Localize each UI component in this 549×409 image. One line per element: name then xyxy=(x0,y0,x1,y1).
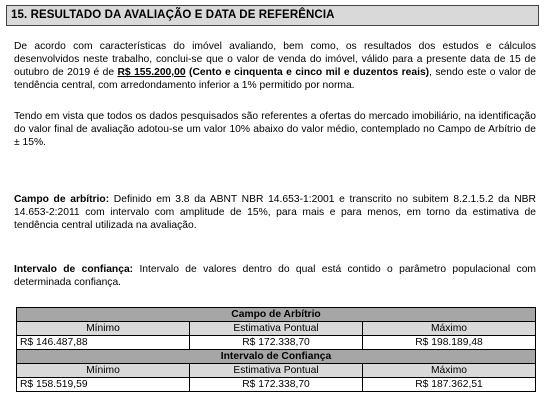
result-value: R$ 155.200,00 xyxy=(117,67,186,78)
result-text-b: , sendo este o valor de tendência central, com arredondamento inferior a 1% permitido por norma. xyxy=(14,67,537,91)
intervalo-minimo-value: R$ 158.519,59 xyxy=(17,378,190,392)
campo-arbitrio-text: Definido em 3.8 da ABNT NBR 14.653-1:2001 e transcrito no subitem 8.2.1.5.2 da NBR 14.653-2:2011 com intervalo com amplitude de 15%, para mais e para menos, em torno da estimativa de tendência central utilizada na avaliação. xyxy=(14,194,536,231)
paragraph-market: Tendo em vista que todos os dados pesquisados são referentes a ofertas do mercado imobiliário, na identificação do valor final de avaliação adotou-se um valor 10% abaixo do valor médio, contemplado no Campo de Arbítrio de ± 15%. xyxy=(14,111,536,148)
table-title-row xyxy=(17,350,536,364)
col-header-maximo: Máximo xyxy=(363,322,536,336)
results-table xyxy=(16,307,536,392)
campo-minimo-value: R$ 146.487,88 xyxy=(17,336,190,350)
col-header-maximo: Máximo xyxy=(363,364,536,378)
col-header-minimo: Mínimo xyxy=(17,322,190,336)
campo-arbitrio-label: Campo de arbítrio: xyxy=(14,194,110,205)
intervalo-confianca-title: Intervalo de Confiança xyxy=(17,350,536,364)
intervalo-confianca-label: Intervalo de confiança: xyxy=(14,264,134,275)
paragraph-result xyxy=(14,40,536,92)
campo-estimativa-value: R$ 172.338,70 xyxy=(190,336,363,350)
paragraph-campo-arbitrio xyxy=(14,193,536,232)
table-header-row xyxy=(17,322,536,336)
section-title: 15. RESULTADO DA AVALIAÇÃO E DATA DE REFERÊNCIA xyxy=(11,9,335,21)
campo-maximo-value: R$ 198.189,48 xyxy=(363,336,536,350)
result-text-a: De acordo com características do imóvel avaliando, bem como, os resultados dos estudos e cálculos desenvolvidos neste trabalho, conclui-se que o valor de venda do imóvel, válido para a presente data de 15 de outubro de 2019 é de xyxy=(14,41,536,78)
table-row xyxy=(17,336,536,350)
paragraph-intervalo-confianca xyxy=(14,263,536,289)
table-title-row xyxy=(17,308,536,322)
intervalo-maximo-value: R$ 187.362,51 xyxy=(363,378,536,392)
col-header-estimativa: Estimativa Pontual xyxy=(190,322,363,336)
col-header-minimo: Mínimo xyxy=(17,364,190,378)
table-header-row xyxy=(17,364,536,378)
col-header-estimativa: Estimativa Pontual xyxy=(190,364,363,378)
table-row xyxy=(17,378,536,392)
intervalo-estimativa-value: R$ 172.338,70 xyxy=(190,378,363,392)
section-header xyxy=(6,5,539,26)
campo-arbitrio-title: Campo de Arbítrio xyxy=(17,308,536,322)
intervalo-confianca-text: Intervalo de valores dentro do qual está contido o parâmetro populacional com determinada confiança. xyxy=(14,264,537,288)
result-value-words: (Cento e cinquenta e cinco mil e duzentos reais) xyxy=(185,67,430,78)
